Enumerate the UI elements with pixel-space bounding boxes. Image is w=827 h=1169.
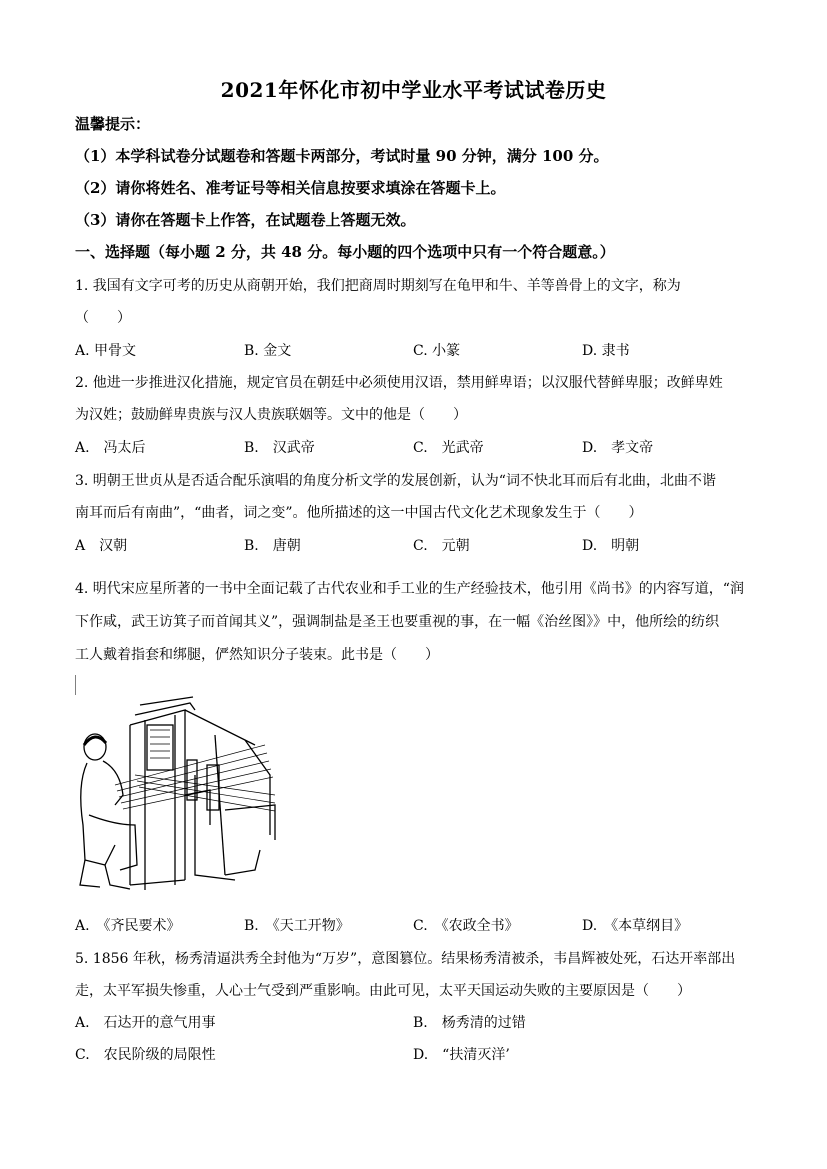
option-c: C. 《农政全书》 bbox=[413, 918, 519, 934]
loom-illustration bbox=[75, 675, 285, 900]
option-c: C. 光武帝 bbox=[413, 440, 484, 456]
option-a: A. 冯太后 bbox=[75, 440, 146, 456]
page-title: 2021年怀化市初中学业水平考试试卷历史 bbox=[220, 78, 607, 102]
option-c: C. 农民阶级的局限性 bbox=[75, 1047, 216, 1063]
option-a: A 汉朝 bbox=[75, 538, 128, 554]
option-d: D. “扶清灭洋’ bbox=[413, 1047, 510, 1063]
option-d: D. 隶书 bbox=[582, 343, 630, 359]
tip-item-2: （2）请你将姓名、准考证号等相关信息按要求填涂在答题卡上。 bbox=[75, 179, 506, 197]
option-a: A. 甲骨文 bbox=[75, 343, 137, 359]
option-b: B. 金文 bbox=[244, 343, 292, 359]
section-heading: 一、选择题（每小题 2 分，共 48 分。每小题的四个选项中只有一个符合题意。） bbox=[75, 243, 615, 261]
question-4-line-1: 4. 明代宋应星所著的一书中全面记载了古代农业和手工业的生产经验技术，他引用《尚书》的内容写道，“润 bbox=[75, 581, 744, 597]
option-d: D. 明朝 bbox=[582, 538, 640, 554]
option-a: A. 《齐民要术》 bbox=[75, 918, 181, 934]
question-3-line-1: 3. 明朝王世贞从是否适合配乐演唱的角度分析文学的发展创新，认为“词不快北耳而后有北曲，北曲不谐 bbox=[75, 473, 716, 489]
option-b: B. 《天工开物》 bbox=[244, 918, 350, 934]
question-3-line-2: 南耳而后有南曲”，“曲者，词之变”。他所描述的这一中国古代文化艺术现象发生于（ ） bbox=[75, 505, 643, 521]
option-c: C. 小篆 bbox=[413, 343, 461, 359]
option-d: D. 《本草纲目》 bbox=[582, 918, 689, 934]
option-a: A. 石达开的意气用事 bbox=[75, 1015, 216, 1031]
tip-item-1: （1）本学科试卷分试题卷和答题卡两部分，考试时量 90 分钟，满分 100 分。 bbox=[75, 147, 609, 165]
option-b: B. 唐朝 bbox=[244, 538, 301, 554]
question-1-line-2: （ ） bbox=[75, 310, 131, 326]
option-b: B. 杨秀清的过错 bbox=[413, 1015, 526, 1031]
option-b: B. 汉武帝 bbox=[244, 440, 315, 456]
question-4-line-2: 下作咸，武王访箕子而首闻其义”，强调制盐是圣王也要重视的事，在一幅《治丝图》》中，他所绘的纺织 bbox=[75, 614, 720, 630]
tips-heading: 温馨提示： bbox=[75, 115, 151, 133]
question-2-line-2: 为汉姓；鼓励鲜卑贵族与汉人贵族联姻等。文中的他是（ ） bbox=[75, 407, 467, 423]
option-d: D. 孝文帝 bbox=[582, 440, 654, 456]
option-c: C. 元朝 bbox=[413, 538, 470, 554]
question-2-line-1: 2. 他进一步推进汉化措施，规定官员在朝廷中必须使用汉语，禁用鲜卑语；以汉服代替鲜卑服；改鲜卑姓 bbox=[75, 375, 723, 391]
tip-item-3: （3）请你在答题卡上作答，在试题卷上答题无效。 bbox=[75, 211, 416, 229]
question-4-line-3: 工人戴着指套和绑腿，俨然知识分子装束。此书是（ ） bbox=[75, 647, 439, 663]
question-5-line-1: 5. 1856 年秋，杨秀清逼洪秀全封他为“万岁”，意图篡位。结果杨秀清被杀，韦昌辉被处死，石达开率部出 bbox=[75, 951, 736, 967]
question-1-line-1: 1. 我国有文字可考的历史从商朝开始，我们把商周时期刻写在龟甲和牛、羊等兽骨上的文字，称为 bbox=[75, 278, 681, 294]
question-5-line-2: 走，太平军损失惨重，人心士气受到严重影响。由此可见，太平天国运动失败的主要原因是（ ） bbox=[75, 983, 691, 999]
